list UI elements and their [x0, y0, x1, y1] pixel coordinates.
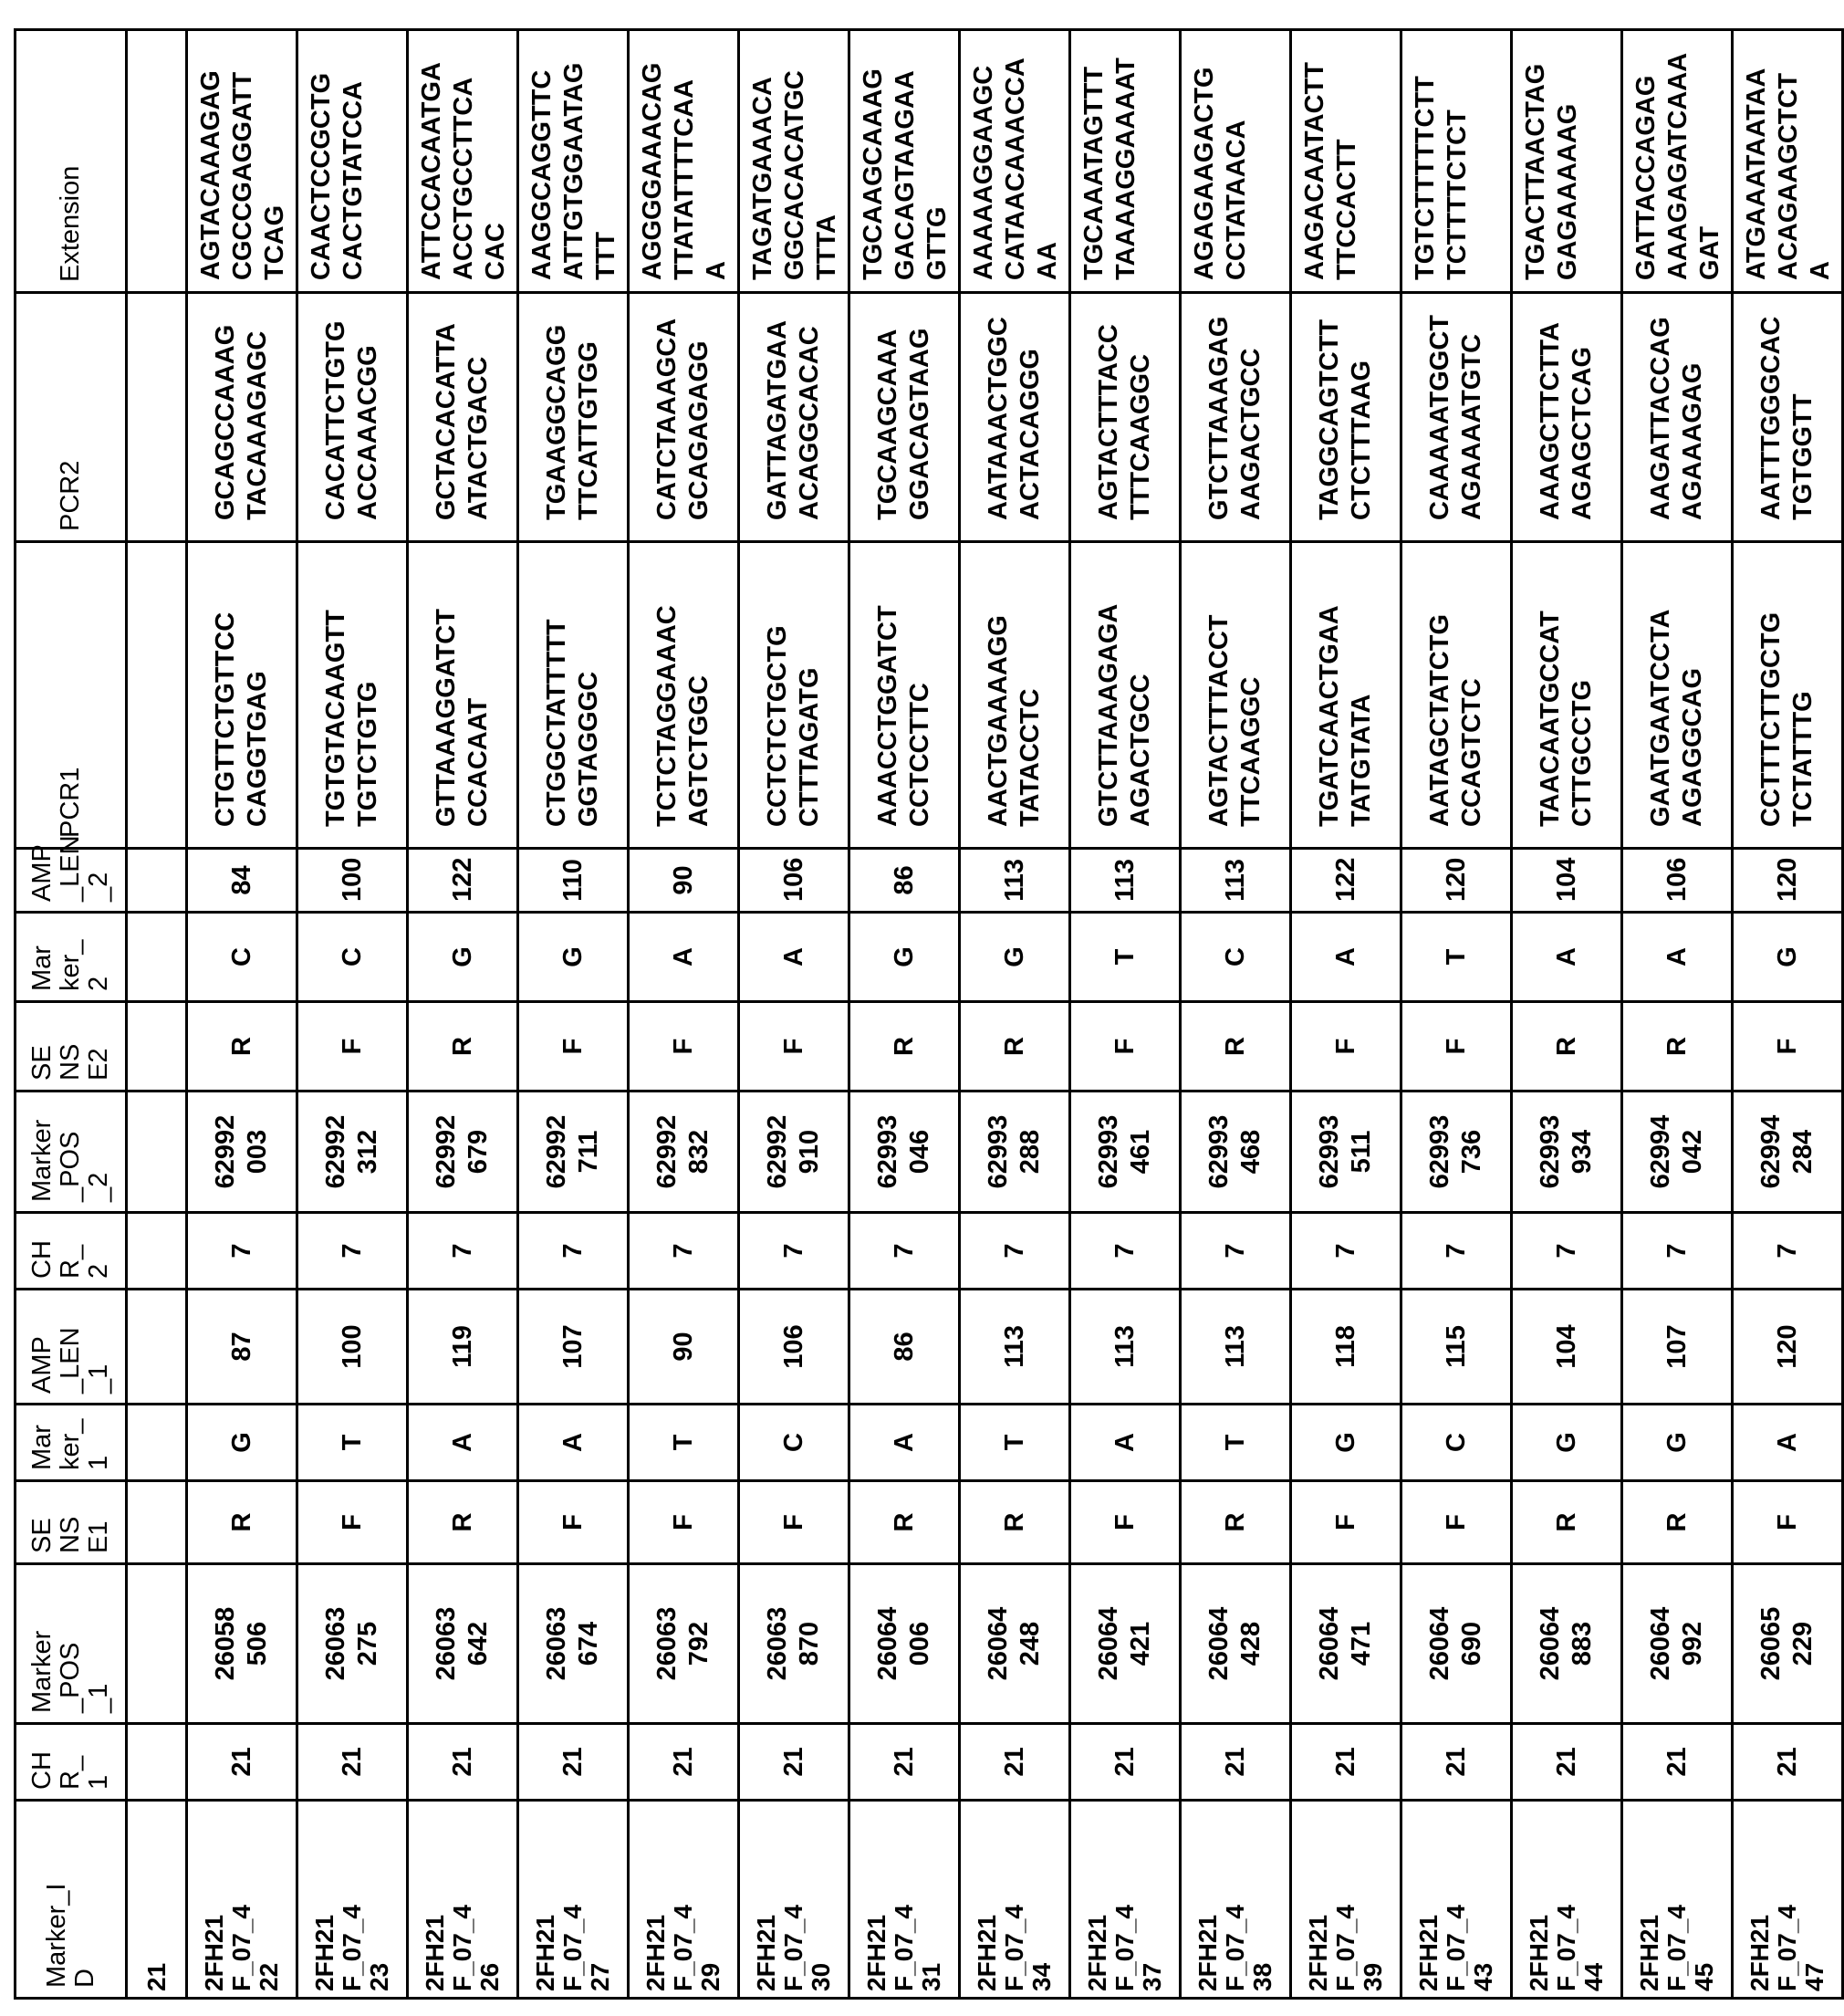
- table-row: [187, 30, 297, 1999]
- empty-cell: [127, 849, 187, 913]
- cell-marker-1: G: [1512, 1405, 1622, 1481]
- cell-marker-id: 2FH21 F_07_4 30: [739, 1801, 849, 1999]
- cell-amp-len-1: 113: [1181, 1290, 1291, 1405]
- cell-chr-2: 7: [1181, 1213, 1291, 1290]
- cell-pcr2: TAGGCAGTCTT CTCTTTAAG: [1291, 293, 1401, 542]
- cell-pcr1: AATAGCTATCTG CCAGTCTC: [1401, 542, 1512, 849]
- cell-pcr2: AATAAACTGGC ACTACAGGG: [960, 293, 1070, 542]
- cell-chr-1: 21: [1733, 1724, 1843, 1801]
- empty-cell: [127, 1290, 187, 1405]
- cell-amp-len-2: 106: [1622, 849, 1733, 913]
- cell-marker-1: G: [187, 1405, 297, 1481]
- cell-chr-1: 21: [187, 1724, 297, 1801]
- cell-marker-1: A: [849, 1405, 960, 1481]
- marker-primer-table: [14, 28, 1844, 2000]
- cell-pcr1: CCTCTCTGCTG CTTTAGATG: [739, 542, 849, 849]
- cell-marker-pos-1: 26058 506: [187, 1564, 297, 1724]
- cell-chr-2: 7: [960, 1213, 1070, 1290]
- cell-marker-id: 2FH21 F_07_4 31: [849, 1801, 960, 1999]
- cell-marker-id: 2FH21 F_07_4 34: [960, 1801, 1070, 1999]
- cell-marker-1: T: [1181, 1405, 1291, 1481]
- cell-pcr2: AAGATTACCAG AGAAAGAG: [1622, 293, 1733, 542]
- cell-marker-pos-1: 26063 642: [408, 1564, 518, 1724]
- cell-chr-1: 21: [408, 1724, 518, 1801]
- cell-pcr2: AATTTGGGCAC TGTGGTT: [1733, 293, 1843, 542]
- empty-cell: [127, 1092, 187, 1213]
- cell-pcr2: GTCTTAAAGAG AAGACTGCC: [1181, 293, 1291, 542]
- cell-sense-1: R: [1622, 1481, 1733, 1564]
- cell-sense-2: F: [297, 1002, 408, 1092]
- cell-marker-id: 2FH21 F_07_4 45: [1622, 1801, 1733, 1999]
- cell-amp-len-1: 107: [518, 1290, 629, 1405]
- cell-marker-1: A: [408, 1405, 518, 1481]
- cell-marker-2: T: [1070, 913, 1181, 1002]
- cell-marker-pos-2: 62993 736: [1401, 1092, 1512, 1213]
- cell-marker-2: C: [187, 913, 297, 1002]
- cell-pcr2: CACATTCTGTG ACCAAACGG: [297, 293, 408, 542]
- cell-marker-2: G: [1733, 913, 1843, 1002]
- cell-marker-pos-2: 62993 934: [1512, 1092, 1622, 1213]
- cell-chr-2: 7: [1733, 1213, 1843, 1290]
- cell-amp-len-2: 120: [1733, 849, 1843, 913]
- cell-sense-2: F: [1291, 1002, 1401, 1092]
- cell-extension: TAGATGAAACA GGCACACATGC TTTA: [739, 30, 849, 293]
- cell-marker-pos-1: 26063 792: [629, 1564, 739, 1724]
- cell-extension: AAGGCAGGTTC ATTGTGGAATAG TTT: [518, 30, 629, 293]
- cell-pcr2: CATCTAAAGCA GCAGAGAGG: [629, 293, 739, 542]
- header-chr-1: CH R_ 1: [16, 1724, 127, 1801]
- cell-marker-pos-1: 26064 248: [960, 1564, 1070, 1724]
- cell-sense-1: R: [187, 1481, 297, 1564]
- cell-marker-pos-1: 26063 674: [518, 1564, 629, 1724]
- cell-pcr1: AGTACTTTACCT TTCAAGGC: [1181, 542, 1291, 849]
- cell-marker-pos-2: 62992 679: [408, 1092, 518, 1213]
- cell-marker-pos-2: 62994 284: [1733, 1092, 1843, 1213]
- header-marker-id: Marker_I D: [16, 1801, 127, 1999]
- cell-chr-1: 21: [1622, 1724, 1733, 1801]
- empty-cell: [127, 1213, 187, 1290]
- cell-pcr1: AAACCTGGATCT CCTCCTTC: [849, 542, 960, 849]
- cell-amp-len-1: 106: [739, 1290, 849, 1405]
- cell-pcr2: TGAAGGCAGG TTCATTGTGG: [518, 293, 629, 542]
- header-sense-2: SE NS E2: [16, 1002, 127, 1092]
- cell-chr-1: 21: [1181, 1724, 1291, 1801]
- cell-marker-id: 2FH21 F_07_4 29: [629, 1801, 739, 1999]
- cell-marker-1: C: [1401, 1405, 1512, 1481]
- cell-chr-1: 21: [1291, 1724, 1401, 1801]
- cell-sense-1: R: [408, 1481, 518, 1564]
- cell-amp-len-2: 113: [1181, 849, 1291, 913]
- cell-amp-len-1: 120: [1733, 1290, 1843, 1405]
- header-marker-pos-2: Marker _POS _2: [16, 1092, 127, 1213]
- cell-sense-1: F: [739, 1481, 849, 1564]
- cell-sense-2: F: [518, 1002, 629, 1092]
- cell-marker-id: 2FH21 F_07_4 38: [1181, 1801, 1291, 1999]
- cell-marker-id: 2FH21 F_07_4 37: [1070, 1801, 1181, 1999]
- cell-extension: TGACTTAACTAG GAGAAAAAG: [1512, 30, 1622, 293]
- cell-marker-pos-1: 26063 275: [297, 1564, 408, 1724]
- cell-pcr1: GTTAAAGGATCT CCACAAT: [408, 542, 518, 849]
- table-row: [739, 30, 849, 1999]
- cell-extension: TGTCTTTTTCTT TCTTTTCTCT: [1401, 30, 1512, 293]
- cell-sense-2: F: [1401, 1002, 1512, 1092]
- cell-extension: ATGAAATAATAA ACAGAAGCTCT A: [1733, 30, 1843, 293]
- rotated-table-wrapper: [14, 31, 1740, 2000]
- cell-marker-pos-2: 62994 042: [1622, 1092, 1733, 1213]
- cell-amp-len-2: 122: [408, 849, 518, 913]
- empty-cell: [127, 1002, 187, 1092]
- table-row: [1291, 30, 1401, 1999]
- cell-chr-2: 7: [518, 1213, 629, 1290]
- cell-sense-2: R: [849, 1002, 960, 1092]
- cell-chr-1: 21: [1512, 1724, 1622, 1801]
- table-row: [297, 30, 408, 1999]
- cell-sense-1: F: [297, 1481, 408, 1564]
- cell-amp-len-2: 100: [297, 849, 408, 913]
- cell-pcr2: GCAGCCAAAG TACAAAGAGC: [187, 293, 297, 542]
- cell-chr-2: 7: [187, 1213, 297, 1290]
- cell-marker-2: G: [408, 913, 518, 1002]
- empty-cell: [127, 293, 187, 542]
- cell-chr-1: 21: [960, 1724, 1070, 1801]
- cell-amp-len-1: 90: [629, 1290, 739, 1405]
- table-row: [1733, 30, 1843, 1999]
- header-row: [16, 30, 127, 1999]
- cell-chr-1: 21: [849, 1724, 960, 1801]
- cell-pcr1: TCTCTAGGAAAC AGTCTGGC: [629, 542, 739, 849]
- cell-amp-len-2: 120: [1401, 849, 1512, 913]
- cell-sense-1: F: [518, 1481, 629, 1564]
- cell-marker-id: 2FH21 F_07_4 39: [1291, 1801, 1401, 1999]
- cell-sense-2: R: [960, 1002, 1070, 1092]
- cell-marker-pos-2: 62992 711: [518, 1092, 629, 1213]
- cell-marker-pos-2: 62992 910: [739, 1092, 849, 1213]
- cell-marker-id: 2FH21 F_07_4 22: [187, 1801, 297, 1999]
- cell-pcr1: AACTGAAAAGG TATACCTC: [960, 542, 1070, 849]
- cell-amp-len-2: 106: [739, 849, 849, 913]
- cell-marker-pos-1: 26063 870: [739, 1564, 849, 1724]
- cell-extension: GATTACCAGAG AAAGAGATCAAA GAT: [1622, 30, 1733, 293]
- cell-extension: CAACTCCGCTG CACTGTATCCA: [297, 30, 408, 293]
- cell-extension: AAGACAATACTT TTCCACTT: [1291, 30, 1401, 293]
- cell-pcr2: AAAGCTTCTTA AGAGCTCAG: [1512, 293, 1622, 542]
- cell-marker-pos-1: 26064 883: [1512, 1564, 1622, 1724]
- cell-marker-2: C: [1181, 913, 1291, 1002]
- table-row: [1622, 30, 1733, 1999]
- cell-pcr1: CTGTTCTGTTCC CAGGTGAG: [187, 542, 297, 849]
- cell-marker-pos-1: 26064 471: [1291, 1564, 1401, 1724]
- table-row: [849, 30, 960, 1999]
- group-marker-id: 21: [127, 1801, 187, 1999]
- cell-amp-len-1: 107: [1622, 1290, 1733, 1405]
- cell-chr-2: 7: [1622, 1213, 1733, 1290]
- cell-marker-1: T: [629, 1405, 739, 1481]
- cell-chr-2: 7: [1512, 1213, 1622, 1290]
- cell-marker-pos-1: 26064 690: [1401, 1564, 1512, 1724]
- cell-marker-id: 2FH21 F_07_4 23: [297, 1801, 408, 1999]
- cell-marker-pos-2: 62992 832: [629, 1092, 739, 1213]
- cell-amp-len-2: 84: [187, 849, 297, 913]
- cell-sense-2: F: [629, 1002, 739, 1092]
- table-row: [518, 30, 629, 1999]
- cell-amp-len-1: 119: [408, 1290, 518, 1405]
- cell-extension: TGCAAGCAAAG GACAGTAAGAA GTTG: [849, 30, 960, 293]
- cell-amp-len-1: 86: [849, 1290, 960, 1405]
- cell-pcr2: TGCAAGCAAA GGACAGTAAG: [849, 293, 960, 542]
- cell-pcr1: CTGGCTATTTTT GGTAGGGC: [518, 542, 629, 849]
- cell-marker-pos-2: 62992 312: [297, 1092, 408, 1213]
- header-extension: Extension: [16, 30, 127, 293]
- cell-chr-2: 7: [739, 1213, 849, 1290]
- cell-marker-pos-2: 62993 468: [1181, 1092, 1291, 1213]
- cell-sense-1: R: [960, 1481, 1070, 1564]
- header-marker-1: Mar ker_ 1: [16, 1405, 127, 1481]
- cell-marker-id: 2FH21 F_07_4 43: [1401, 1801, 1512, 1999]
- cell-pcr1: TGATCAACTGAA TATGTATA: [1291, 542, 1401, 849]
- cell-amp-len-1: 115: [1401, 1290, 1512, 1405]
- cell-marker-1: G: [1622, 1405, 1733, 1481]
- empty-cell: [127, 1564, 187, 1724]
- cell-sense-1: R: [1512, 1481, 1622, 1564]
- cell-marker-2: G: [849, 913, 960, 1002]
- header-marker-pos-1: Marker _POS _1: [16, 1564, 127, 1724]
- cell-amp-len-2: 104: [1512, 849, 1622, 913]
- cell-pcr1: GAATGAATCCTA AGAGGCAG: [1622, 542, 1733, 849]
- table-row: [1070, 30, 1181, 1999]
- cell-marker-id: 2FH21 F_07_4 26: [408, 1801, 518, 1999]
- cell-chr-2: 7: [297, 1213, 408, 1290]
- cell-sense-2: R: [1622, 1002, 1733, 1092]
- group-row: [127, 30, 187, 1999]
- cell-marker-2: T: [1401, 913, 1512, 1002]
- empty-cell: [127, 30, 187, 293]
- cell-marker-id: 2FH21 F_07_4 44: [1512, 1801, 1622, 1999]
- table-row: [629, 30, 739, 1999]
- header-pcr2: PCR2: [16, 293, 127, 542]
- empty-cell: [127, 1405, 187, 1481]
- cell-marker-2: G: [960, 913, 1070, 1002]
- table-row: [1181, 30, 1291, 1999]
- cell-sense-1: F: [1733, 1481, 1843, 1564]
- cell-amp-len-2: 113: [1070, 849, 1181, 913]
- cell-marker-2: A: [629, 913, 739, 1002]
- cell-marker-pos-2: 62992 003: [187, 1092, 297, 1213]
- cell-sense-2: R: [187, 1002, 297, 1092]
- cell-marker-id: 2FH21 F_07_4 27: [518, 1801, 629, 1999]
- cell-amp-len-1: 118: [1291, 1290, 1401, 1405]
- cell-pcr1: GTCTTAAAGAGA AGACTGCC: [1070, 542, 1181, 849]
- cell-extension: AGAGAAGACTG CCTATAACA: [1181, 30, 1291, 293]
- cell-sense-2: F: [1070, 1002, 1181, 1092]
- cell-extension: AGTACAAAGAG CGCCGAGGATT TCAG: [187, 30, 297, 293]
- cell-pcr1: CCTTTCTTGCTG TCTATTTG: [1733, 542, 1843, 849]
- cell-sense-1: F: [1070, 1481, 1181, 1564]
- cell-chr-2: 7: [1070, 1213, 1181, 1290]
- cell-amp-len-1: 104: [1512, 1290, 1622, 1405]
- cell-chr-2: 7: [1291, 1213, 1401, 1290]
- cell-amp-len-1: 100: [297, 1290, 408, 1405]
- cell-extension: TGCAAATAGTTT TAAAAGGAAAAT: [1070, 30, 1181, 293]
- cell-marker-1: A: [1070, 1405, 1181, 1481]
- cell-marker-1: T: [960, 1405, 1070, 1481]
- cell-chr-1: 21: [629, 1724, 739, 1801]
- cell-amp-len-1: 87: [187, 1290, 297, 1405]
- cell-pcr1: TAACAATGCCAT CTTGCCTG: [1512, 542, 1622, 849]
- cell-chr-1: 21: [1401, 1724, 1512, 1801]
- cell-sense-2: R: [408, 1002, 518, 1092]
- cell-sense-1: F: [629, 1481, 739, 1564]
- cell-marker-pos-2: 62993 511: [1291, 1092, 1401, 1213]
- cell-sense-1: F: [1291, 1481, 1401, 1564]
- cell-pcr2: CAAAAATGGCT AGAAAATGTC: [1401, 293, 1512, 542]
- cell-sense-2: F: [1733, 1002, 1843, 1092]
- cell-chr-1: 21: [1070, 1724, 1181, 1801]
- cell-amp-len-1: 113: [1070, 1290, 1181, 1405]
- cell-marker-1: T: [297, 1405, 408, 1481]
- cell-extension: AAAAAGGAAGC CATAACAAACCA AA: [960, 30, 1070, 293]
- cell-marker-id: 2FH21 F_07_4 47: [1733, 1801, 1843, 1999]
- cell-chr-2: 7: [849, 1213, 960, 1290]
- cell-marker-1: A: [1733, 1405, 1843, 1481]
- table-row: [1401, 30, 1512, 1999]
- cell-chr-2: 7: [629, 1213, 739, 1290]
- cell-chr-1: 21: [518, 1724, 629, 1801]
- cell-sense-1: F: [1401, 1481, 1512, 1564]
- header-amp-len-1: AMP _LEN _1: [16, 1290, 127, 1405]
- cell-amp-len-1: 113: [960, 1290, 1070, 1405]
- cell-marker-1: C: [739, 1405, 849, 1481]
- empty-cell: [127, 1481, 187, 1564]
- cell-sense-1: R: [1181, 1481, 1291, 1564]
- cell-marker-pos-1: 26064 428: [1181, 1564, 1291, 1724]
- cell-marker-1: G: [1291, 1405, 1401, 1481]
- cell-sense-2: R: [1512, 1002, 1622, 1092]
- cell-sense-2: R: [1181, 1002, 1291, 1092]
- cell-extension: AGGGGAAACAG TTATATTTTCAA A: [629, 30, 739, 293]
- cell-amp-len-2: 90: [629, 849, 739, 913]
- cell-pcr2: GATTAGATGAA ACAGGCACAC: [739, 293, 849, 542]
- cell-chr-2: 7: [1401, 1213, 1512, 1290]
- table-row: [1512, 30, 1622, 1999]
- cell-chr-1: 21: [739, 1724, 849, 1801]
- table-row: [408, 30, 518, 1999]
- cell-marker-2: C: [297, 913, 408, 1002]
- cell-marker-2: A: [739, 913, 849, 1002]
- cell-chr-2: 7: [408, 1213, 518, 1290]
- cell-marker-1: A: [518, 1405, 629, 1481]
- cell-marker-pos-2: 62993 288: [960, 1092, 1070, 1213]
- cell-marker-2: G: [518, 913, 629, 1002]
- cell-pcr1: TGTGTACAAGTT TGTCTGTG: [297, 542, 408, 849]
- cell-extension: ATTCCACAATGA ACCTGCCTTCA CAC: [408, 30, 518, 293]
- cell-marker-pos-1: 26064 992: [1622, 1564, 1733, 1724]
- cell-marker-pos-1: 26065 229: [1733, 1564, 1843, 1724]
- cell-marker-2: A: [1512, 913, 1622, 1002]
- header-marker-2: Mar ker_ 2: [16, 913, 127, 1002]
- cell-marker-pos-1: 26064 006: [849, 1564, 960, 1724]
- empty-cell: [127, 542, 187, 849]
- empty-cell: [127, 913, 187, 1002]
- header-chr-2: CH R_ 2: [16, 1213, 127, 1290]
- cell-pcr2: GCTACACATTA ATACTGACC: [408, 293, 518, 542]
- cell-sense-1: R: [849, 1481, 960, 1564]
- table-row: [960, 30, 1070, 1999]
- cell-marker-pos-1: 26064 421: [1070, 1564, 1181, 1724]
- cell-amp-len-2: 86: [849, 849, 960, 913]
- cell-marker-2: A: [1291, 913, 1401, 1002]
- cell-marker-pos-2: 62993 046: [849, 1092, 960, 1213]
- cell-marker-2: A: [1622, 913, 1733, 1002]
- cell-chr-1: 21: [297, 1724, 408, 1801]
- cell-sense-2: F: [739, 1002, 849, 1092]
- cell-amp-len-2: 122: [1291, 849, 1401, 913]
- header-pcr1: PCR1: [16, 542, 127, 849]
- cell-pcr2: AGTACTTTACC TTTCAAGGC: [1070, 293, 1181, 542]
- cell-amp-len-2: 110: [518, 849, 629, 913]
- header-sense-1: SE NS E1: [16, 1481, 127, 1564]
- cell-amp-len-2: 113: [960, 849, 1070, 913]
- cell-marker-pos-2: 62993 461: [1070, 1092, 1181, 1213]
- empty-cell: [127, 1724, 187, 1801]
- header-amp-len-2: AMP _LEN _2: [16, 849, 127, 913]
